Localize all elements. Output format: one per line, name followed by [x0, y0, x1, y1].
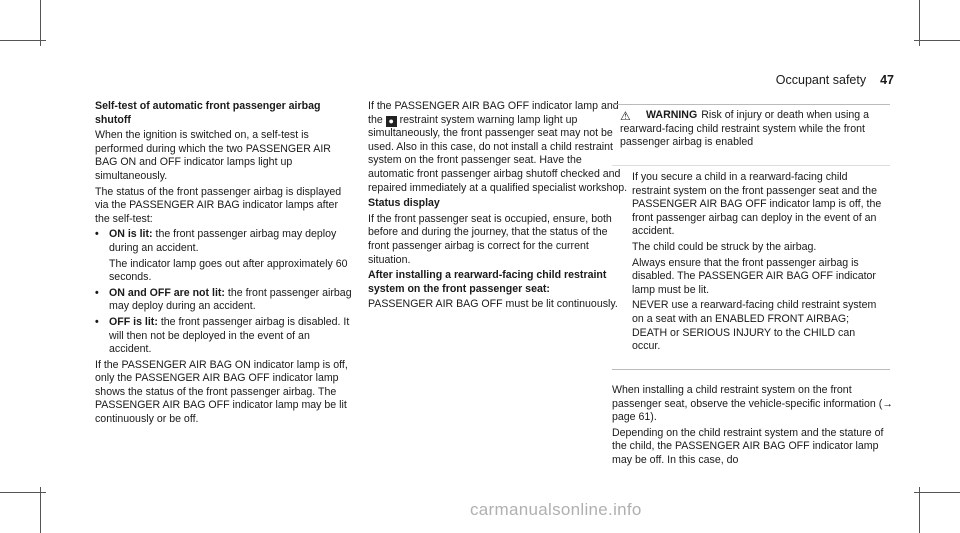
list-item	[95, 287, 355, 314]
crop-mark	[914, 492, 960, 493]
page-number: 47	[880, 73, 894, 87]
page-header	[776, 73, 894, 87]
paragraph	[368, 100, 630, 195]
warning-paragraph: If you secure a child in a rearward-facing child restraint system on the front passenger seat and the PASSENGER AIR BAG OFF indicator lamp is off, the front passenger airbag can deploy in the event of an accident.	[632, 171, 882, 238]
paragraph-text: If the PASSENGER AIR BAG OFF indicator lamp and the	[368, 100, 619, 126]
warning-paragraph: NEVER use a rearward-facing child restraint system on a seat with an ENABLED FRONT AIRBAG; DEATH or SERIOUS INJURY to the CHILD can occur.	[632, 299, 877, 353]
list-item	[95, 316, 355, 357]
warning-header	[620, 109, 884, 150]
warning-box	[612, 104, 890, 370]
crop-mark	[40, 487, 41, 533]
list-item-label: ON and OFF are not lit:	[109, 286, 225, 299]
status-list	[95, 228, 355, 356]
list-item-text: the front passenger airbag may deploy during an accident.	[109, 286, 352, 313]
warning-summary: Risk of injury or death when using a rearward-facing child restraint system while the front passenger airbag is enabled	[620, 109, 870, 149]
warning-paragraph: Always ensure that the front passenger airbag is disabled. The PASSENGER AIR BAG OFF indicator lamp must be lit.	[632, 256, 876, 296]
divider	[612, 165, 890, 166]
subheading: After installing a rearward-facing child restraint system on the front passenger seat:	[368, 269, 607, 295]
paragraph: When the ignition is switched on, a self-test is performed during which the two PASSENGER AIR BAG ON and OFF indicator lamps light up simultaneously.	[95, 129, 331, 182]
paragraph: If the PASSENGER AIR BAG ON indicator lamp is off, only the PASSENGER AIR BAG OFF indicator lamp shows the status of the front passenger airbag. The PASSENGER AIR BAG OFF indicator lamp may be lit continuously or be off.	[95, 358, 348, 426]
section-title: Occupant safety	[775, 73, 867, 87]
paragraph: When installing a child restraint system on the front passenger seat, observe the vehicle-specific information (→ page 61).	[612, 384, 893, 424]
paragraph: Depending on the child restraint system and the stature of the child, the PASSENGER AIR BAG OFF indicator lamp may be off. In this case, do	[612, 426, 884, 466]
restraint-system-warning-icon: ●	[386, 116, 397, 127]
left-column	[95, 100, 355, 429]
crop-mark	[914, 40, 960, 41]
paragraph: The status of the front passenger airbag is displayed via the PASSENGER AIR BAG indicator lamps after the self-test:	[95, 185, 342, 225]
list-item-text: the front passenger airbag may deploy during an accident.	[109, 228, 337, 254]
watermark: carmanualsonline.info	[470, 500, 642, 519]
list-item-label: OFF is lit:	[109, 315, 158, 328]
warning-triangle-icon: ⚠	[620, 109, 631, 123]
warning-paragraph: The child could be struck by the airbag.	[632, 240, 817, 253]
crop-mark	[919, 487, 920, 533]
list-item-text: the front passenger airbag is disabled. It will then not be deployed in the event of an accident.	[109, 315, 350, 356]
middle-column	[368, 100, 630, 314]
subheading: Status display	[368, 197, 440, 210]
crop-mark	[0, 40, 46, 41]
warning-body	[632, 171, 886, 356]
crop-mark	[0, 492, 46, 493]
paragraph-text: restraint system warning lamp light up simultaneously, the front passenger seat may not be used. Also in this case, do not install a child restraint system on the front passenger seat. Have the automatic front passenger airbag shutoff checked and repaired immediately at a qualified specialist workshop.	[368, 113, 628, 194]
warning-title: WARNING	[646, 109, 698, 121]
paragraph: PASSENGER AIR BAG OFF must be lit continuously.	[368, 298, 618, 311]
right-column	[612, 384, 894, 470]
list-item-label: ON is lit:	[109, 228, 153, 241]
list-item-note: The indicator lamp goes out after approximately 60 seconds.	[109, 257, 348, 284]
paragraph: If the front passenger seat is occupied, ensure, both before and during the journey, that the status of the front passenger airbag is correct for the current situation.	[368, 212, 612, 266]
list-item	[95, 228, 355, 255]
section-heading: Self-test of automatic front passenger airbag shutoff	[95, 100, 321, 126]
